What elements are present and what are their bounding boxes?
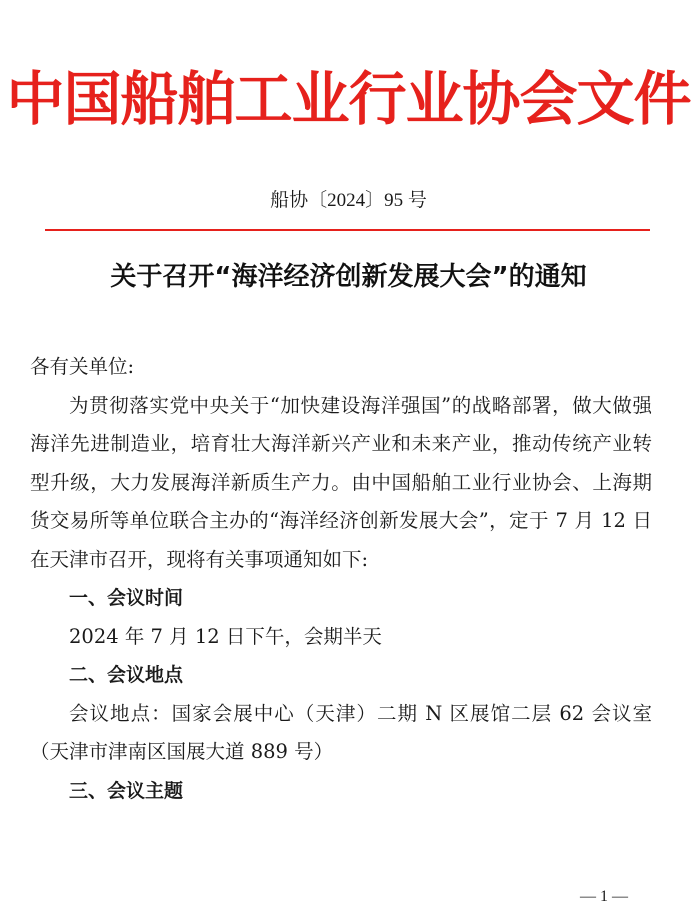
notice-title: 关于召开“海洋经济创新发展大会”的通知 bbox=[110, 262, 587, 292]
section-heading-venue: 二、会议地点 bbox=[69, 664, 184, 686]
section-content-time: 2024 年 7 月 12 日下午，会期半天 bbox=[69, 624, 382, 648]
section-heading-theme: 三、会议主题 bbox=[69, 779, 184, 802]
page-number: — 1 — bbox=[580, 888, 628, 905]
intro-paragraph: 为贯彻落实党中央关于“加快建设海洋强国”的战略部署，做大做强海洋先进制造业，培育壮大海洋新兴产业和未来产业，推动传统产业转型升级，大力发展海洋新质生产力。由中国船舶工业行业协会、上海期货交易所等单位联合主办的“海洋经济创新发展大会”，定于 7 月 12 日在天津市召开，现将有关事项通知如下: bbox=[30, 393, 652, 571]
section-heading-time: 一、会议时间 bbox=[69, 587, 184, 609]
masthead-title: 中国船舶工业行业协会文件 bbox=[6, 65, 691, 133]
salutation: 各有关单位: bbox=[30, 355, 135, 378]
document-body bbox=[30, 348, 652, 810]
document-number: 船协〔2024〕95 号 bbox=[270, 190, 427, 211]
red-divider-line bbox=[45, 229, 650, 231]
section-content-venue: 会议地点：国家会展中心（天津）二期 N 区展馆二层 62 会议室（天津市津南区国展大道 889 号） bbox=[30, 701, 652, 763]
